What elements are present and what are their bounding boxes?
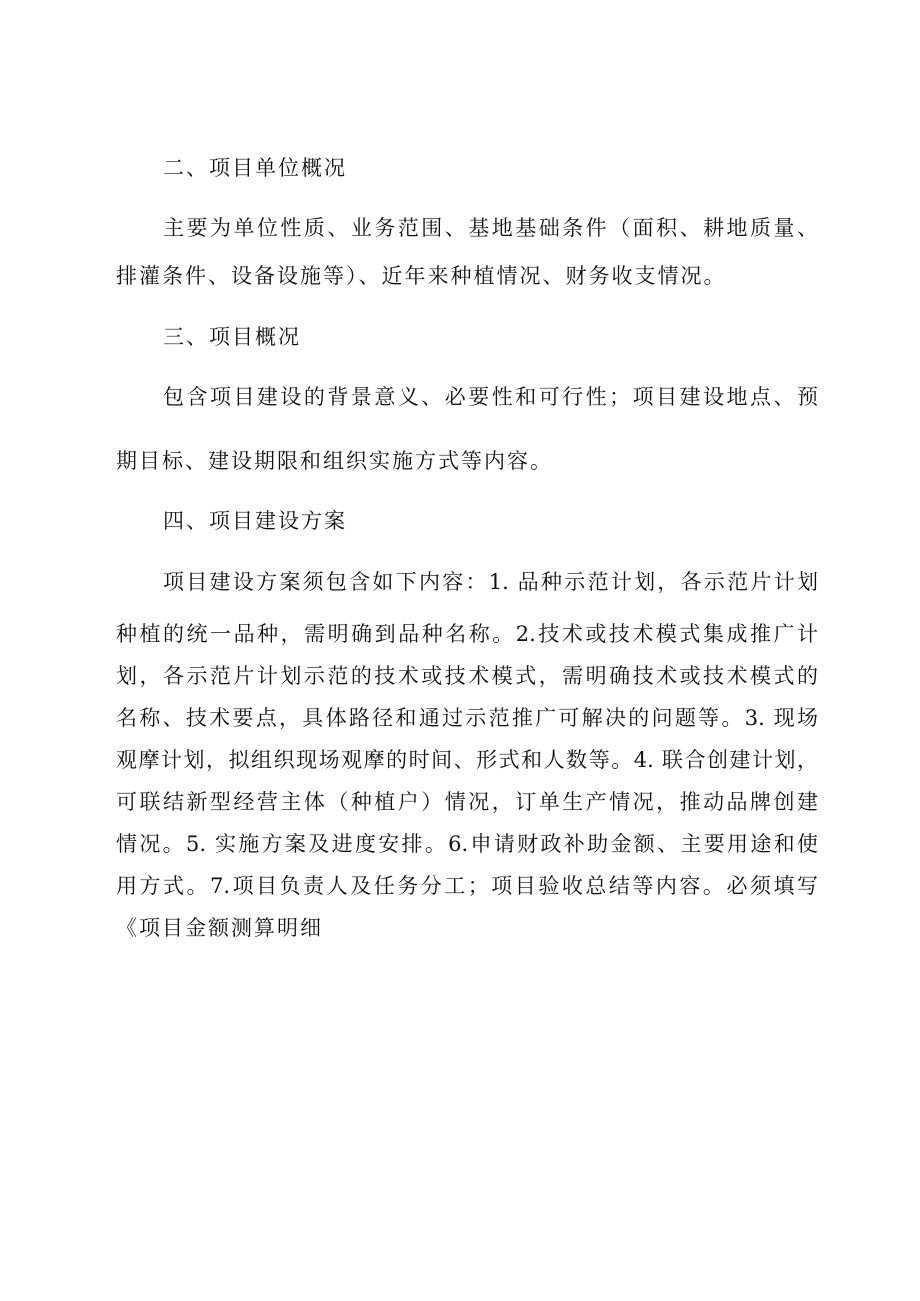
paragraph-line: 主要为单位性质、业务范围、基地基础条件（面积、耕地质量、 (163, 216, 818, 240)
paragraph-line: 《项目金额测算明细 (116, 916, 323, 940)
paragraph-line: 项目建设方案须包含如下内容：1. 品种示范计划，各示范片计划 (163, 570, 818, 594)
paragraph-line: 可联结新型经营主体（种植户）情况，订单生产情况，推动品牌创建 (116, 790, 818, 814)
paragraph-line: 期目标、建设期限和组织实施方式等内容。 (116, 449, 553, 473)
section-heading-project-overview: 三、项目概况 (163, 325, 301, 349)
section-heading-construction-plan: 四、项目建设方案 (163, 509, 347, 533)
paragraph-line: 排灌条件、设备设施等）、近年来种植情况、财务收支情况。 (116, 264, 727, 288)
paragraph-line: 名称、技术要点，具体路径和通过示范推广可解决的问题等。3. 现场 (116, 706, 818, 730)
paragraph-line: 观摩计划，拟组织现场观摩的时间、形式和人数等。4. 联合创建计划， (116, 748, 818, 772)
paragraph-line: 用方式。7.项目负责人及任务分工；项目验收总结等内容。必须填写 (116, 874, 818, 898)
paragraph-line: 情况。5. 实施方案及进度安排。6.申请财政补助金额、主要用途和使 (116, 832, 818, 856)
paragraph-line: 包含项目建设的背景意义、必要性和可行性；项目建设地点、预 (163, 385, 818, 409)
paragraph-line: 种植的统一品种，需明确到品种名称。2.技术或技术模式集成推广计 (116, 622, 818, 646)
paragraph-line: 划，各示范片计划示范的技术或技术模式，需明确技术或技术模式的 (116, 664, 818, 688)
section-heading-unit-overview: 二、项目单位概况 (163, 156, 347, 180)
